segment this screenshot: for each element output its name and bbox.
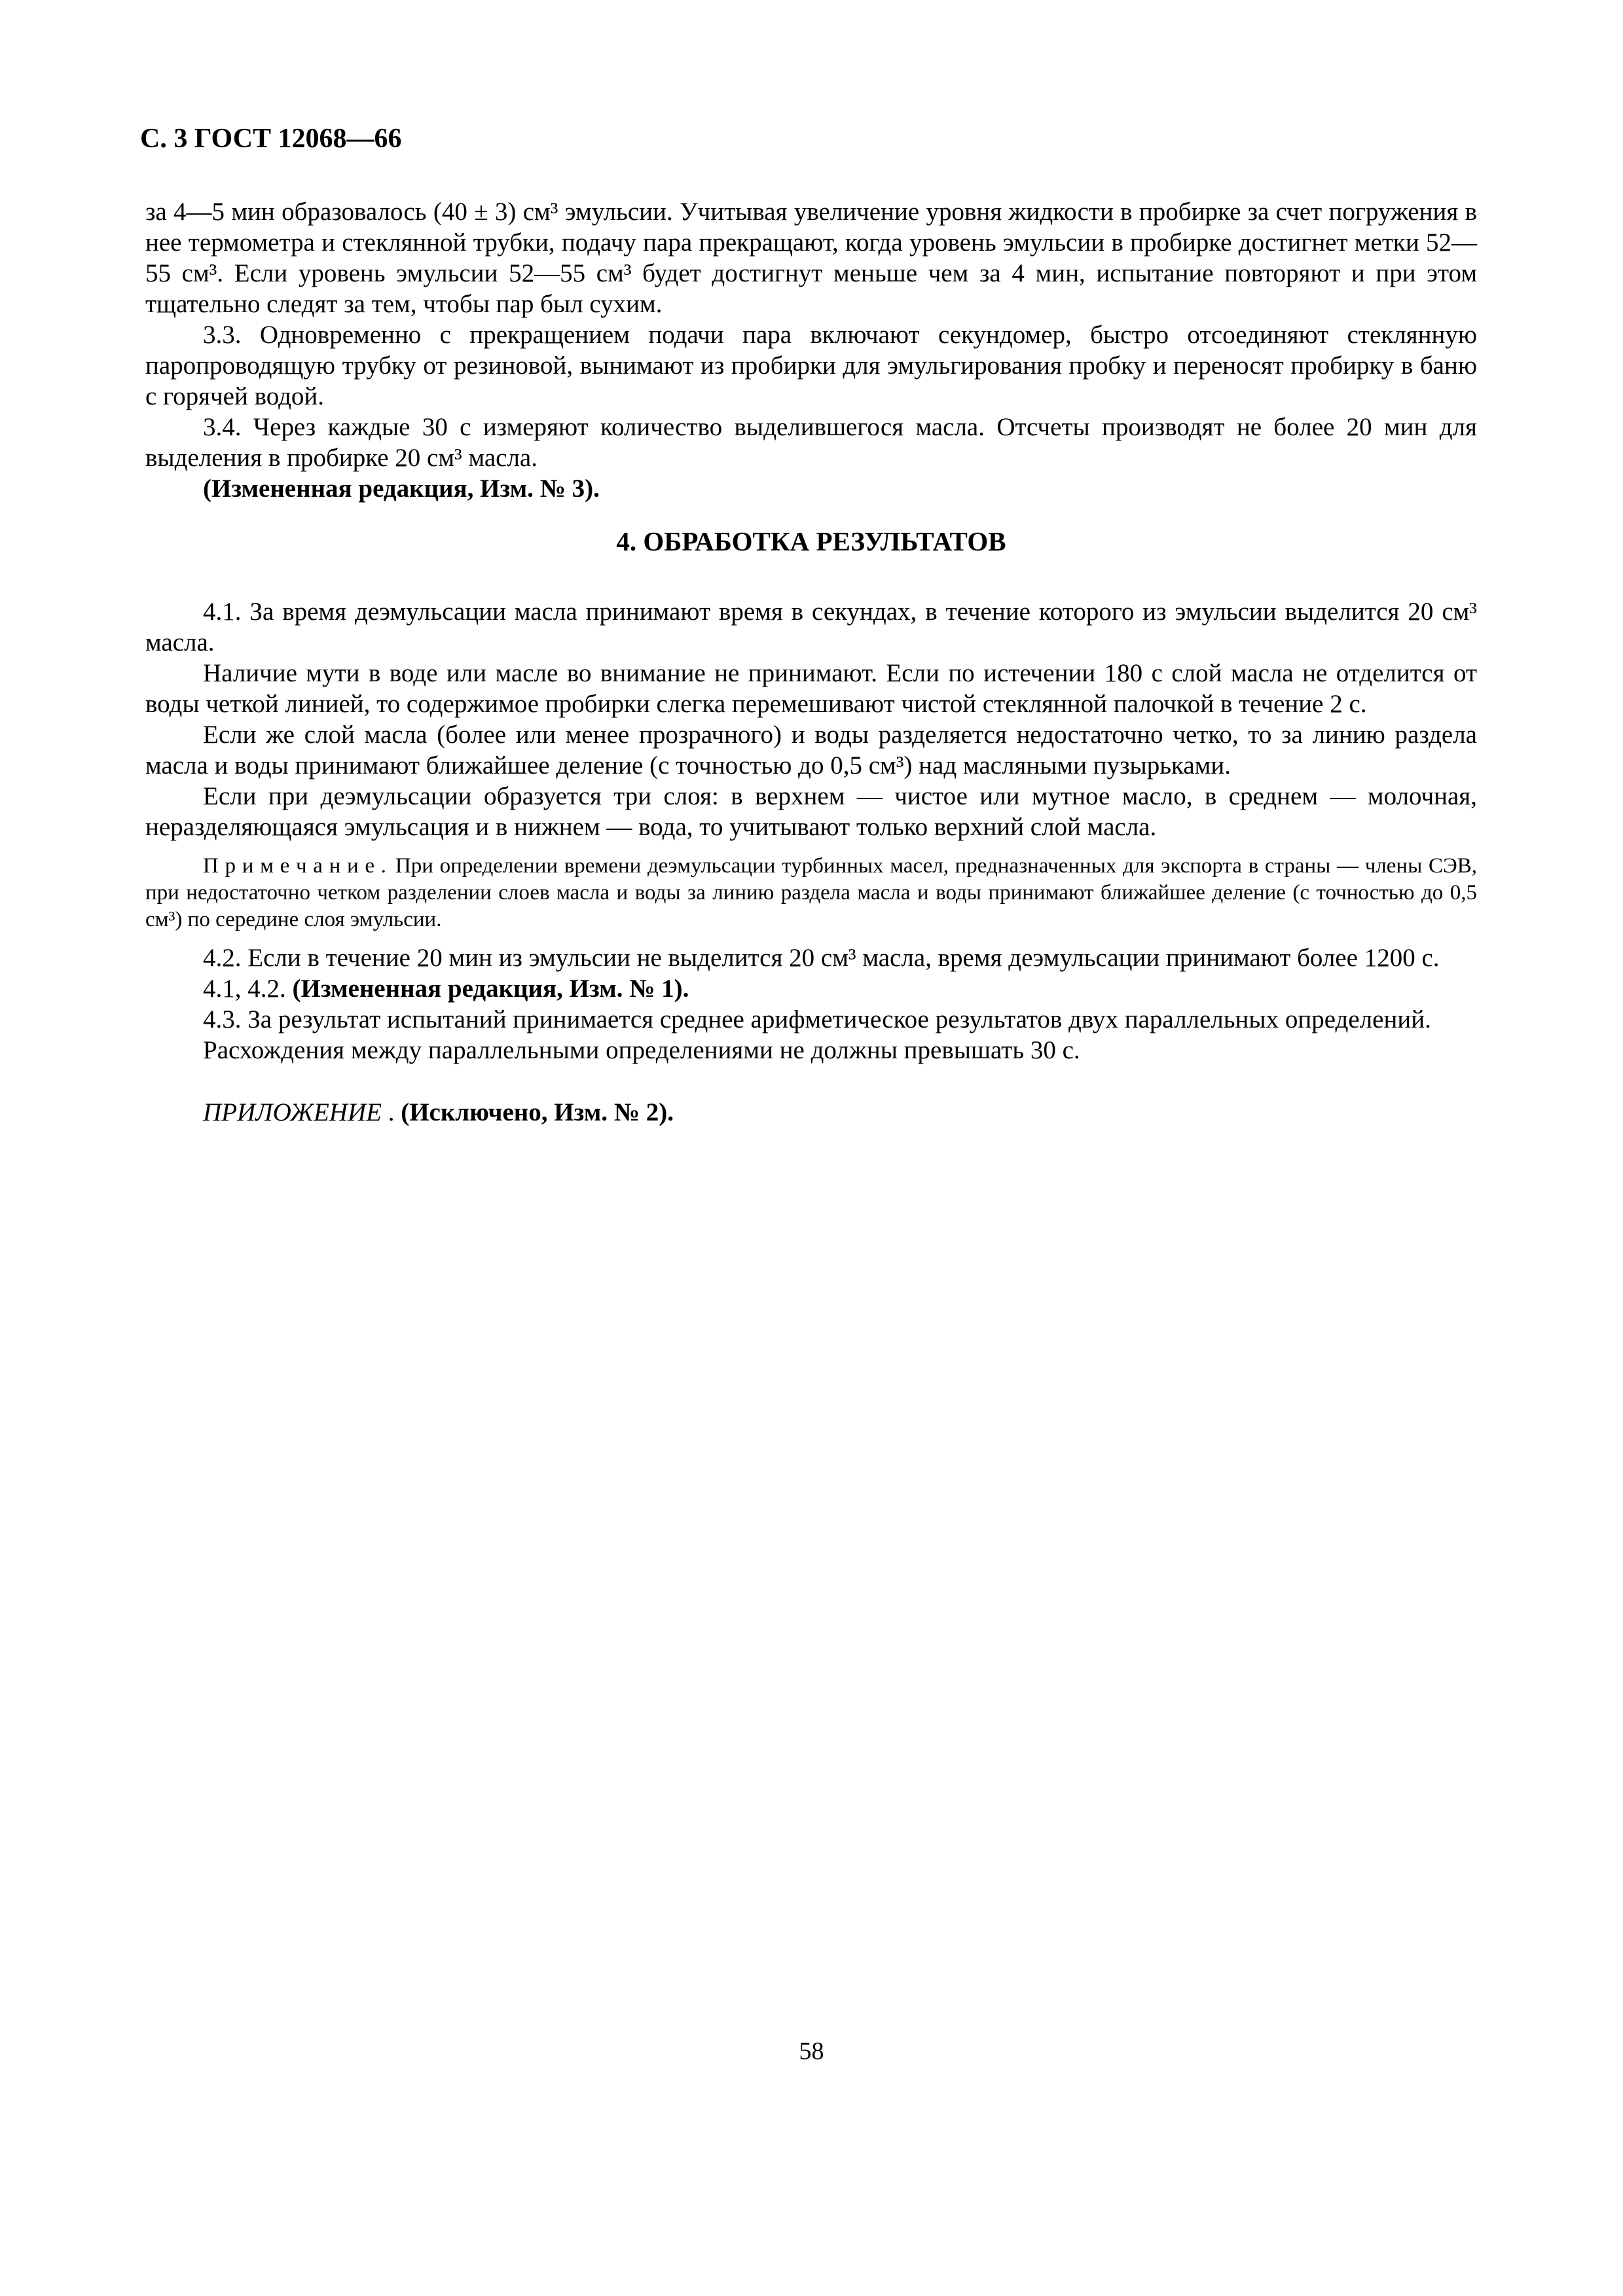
reference-4-1-4-2: [145, 973, 1477, 1004]
paragraph-3-3: 3.3. Одновременно с прекращением подачи пара включают секундомер, быстро отсоединяют стеклянную паропроводящую трубку от резиновой, вынимают из пробирки для эмульгирования пробку и переносят пробирку в баню с горячей водой.: [145, 321, 1477, 410]
appendix-line: [145, 1097, 1477, 1128]
appendix-excluded-note: (Исключено, Изм. № 2).: [401, 1098, 674, 1126]
paragraph-intro-continuation: за 4—5 мин образовалось (40 ± 3) см³ эмульсии. Учитывая увеличение уровня жидкости в пробирке за счет погружения в нее термометра и стеклянной трубки, подачу пара прекращают, когда уровень эмульсии в пробирке достигнет метки 52—55 см³. Если уровень эмульсии 52—55 см³ будет достигнут меньше чем за 4 мин, испытание повторяют и при этом тщательно следят за тем, чтобы пар был сухим.: [145, 198, 1477, 318]
paragraph-4-1: 4.1. За время деэмульсации масла принимают время в секундах, в течение которого из эмульсии выделится 20 см³ масла.: [145, 598, 1477, 656]
paragraph-4-3: 4.3. За результат испытаний принимается среднее арифметическое результатов двух параллельных определений.: [203, 1005, 1431, 1033]
reference-prefix: 4.1, 4.2.: [203, 975, 293, 1003]
paragraph-3-4: 3.4. Через каждые 30 с измеряют количество выделившегося масла. Отсчеты производят не более 20 мин для выделения в пробирке 20 см³ масла.: [145, 413, 1477, 472]
paragraph-oil-layer: Если же слой масла (более или менее прозрачного) и воды разделяется недостаточно четко, то за линию раздела масла и воды принимают ближайшее деление (с точностью до 0,5 см³) над масляными пузырьками.: [145, 721, 1477, 780]
amendment-note-1: (Измененная редакция, Изм. № 1).: [292, 975, 689, 1003]
amendment-note-3: (Измененная редакция, Изм. № 3).: [203, 475, 600, 503]
paragraph-divergence: Расхождения между параллельными определениями не должны превышать 30 с.: [203, 1036, 1080, 1064]
paragraph-4-2: 4.2. Если в течение 20 мин из эмульсии не выделится 20 см³ масла, время деэмульсации принимают более 1200 с.: [203, 944, 1440, 972]
section-heading-4: 4. ОБРАБОТКА РЕЗУЛЬТАТОВ: [616, 526, 1006, 556]
note-paragraph: [145, 853, 1477, 933]
running-header: С. 3 ГОСТ 12068—66: [140, 124, 402, 154]
paragraph-three-layers: Если при деэмульсации образуется три слоя: в верхнем — чистое или мутное масло, в среднем — молочная, неразделяющаяся эмульсация и в нижнем — вода, то учитывают только верхний слой масла.: [145, 782, 1477, 841]
document-body: [145, 196, 1477, 1128]
page-number: 58: [799, 2037, 824, 2065]
appendix-title: ПРИЛОЖЕНИЕ: [203, 1098, 382, 1126]
paragraph-turbidity: Наличие мути в воде или масле во внимание не принимают. Если по истечении 180 с слой масла не отделится от воды четкой линией, то содержимое пробирки слегка перемешивают чистой стеклянной палочкой в течение 2 с.: [145, 659, 1477, 718]
note-label: П р и м е ч а н и е .: [203, 854, 386, 878]
note-text: При определении времени деэмульсации турбинных масел, предназначенных для экспорта в страны — члены СЭВ, при недостаточно четком разделении слоев масла и воды за линию раздела масла и воды принимают ближайшее деление (с точностью до 0,5 см³) по середине слоя эмульсии.: [145, 854, 1478, 931]
appendix-separator: .: [381, 1098, 401, 1126]
